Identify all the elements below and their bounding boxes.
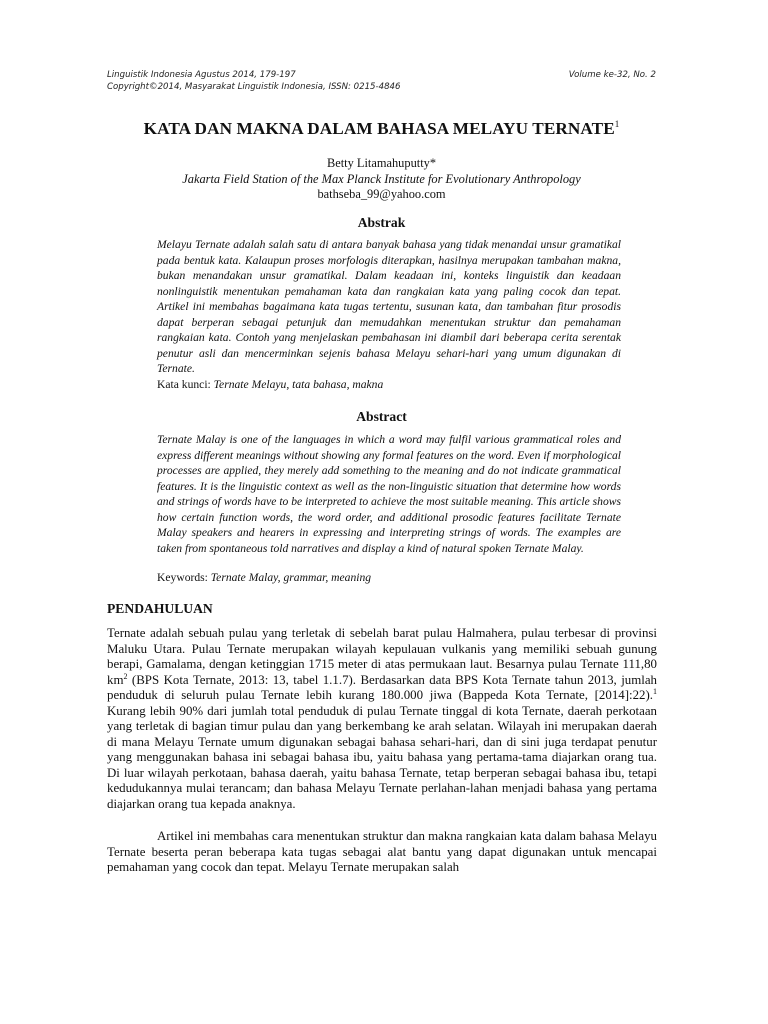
abstract-keywords-label: Keywords: [157,571,208,584]
author-email: bathseba_99@yahoo.com [317,187,446,201]
abstrak-heading: Abstrak [357,215,406,230]
para1-part-a: Ternate adalah sebuah pulau yang terletak di sebelah barat pulau Halmahera, pulau terbesar di provinsi Maluku Utara. Pulau Ternate merupakan wilayah kepulauan vulkanis yang memiliki sebuah gunung berapi, Gamalama, dengan ketinggian 1715 meter di atas permukaan laut. Besarnya pulau Ternate 111,80 km [107,626,657,687]
section-heading: PENDAHULUAN [107,601,213,616]
abstract-keywords [157,570,621,585]
author-name: Betty Litamahuputty* [326,156,437,170]
body-paragraph-2: Artikel ini membahas cara menentukan struktur dan makna rangkaian kata dalam bahasa Melayu Ternate beserta peran beberapa kata tugas sebagai alat bantu yang dapat digunakan untuk mencapai pemahaman yang cocok dan tepat. Melayu Ternate merupakan salah [107,829,657,874]
abstrak-keywords-label: Kata kunci: [157,378,211,391]
running-header [107,69,656,81]
paper-title [107,119,656,139]
body-paragraph-1 [107,626,657,812]
journal-citation: Linguistik Indonesia Agustus 2014, 179-197 [107,70,296,80]
title-footnote-mark: 1 [614,119,620,129]
para1-part-b: (BPS Kota Ternate, 2013: 13, tabel 1.1.7). Berdasarkan data BPS Kota Ternate tahun 2013, jumlah penduduk di seluruh pulau Ternate lebih kurang 180.000 jiwa (Bappeda Kota Ternate, [2014]:22). [107,672,657,702]
abstrak-text: Melayu Ternate adalah salah satu di antara banyak bahasa yang tidak menandai unsur gramatikal pada bentuk kata. Kalaupun proses morfologis diterapkan, hasilnya merupakan tambahan makna, bukan menandakan unsur gramatikal. Dalam keadaan ini, konteks linguistik dan keadaan nonlinguistik menentukan pemahaman kata dan rangkaian kata yang paling cocok dan tepat. Artikel ini membahas bagaimana kata tugas tertentu, susunan kata, dan tambahan fitur prosodis dapat berperan sebagai petunjuk dan memudahkan menentukan struktur dan pemahaman rangkaian kata. Contoh yang menjelaskan pembahasan ini diambil dari beberapa cerita serentak penutur asli dan mencerminkan sejenis bahasa Melayu sehari-hari yang umum digunakan di Ternate. [157,238,621,375]
superscript-squared: 2 [123,671,128,681]
copyright-line: Copyright©2014, Masyarakat Linguistik Indonesia, ISSN: 0215-4846 [107,82,401,92]
abstract-text: Ternate Malay is one of the languages in which a word may fulfil various grammatical roles and express different meanings without showing any formal features on the word. Even if morphological processes are applied, they merely add something to the meaning and do not indicate grammatical features. It is the linguistic context as well as the non-linguistic situation that determine how words and strings of words have to be interpreted to achieve the most suitable meaning. This article shows how certain function words, the word order, and additional prosodic features facilitate Ternate Malay speakers and hearers in expressing and interpreting strings of words. The examples are taken from spontaneous told narratives and display a kind of natural spoken Ternate Malay. [157,433,621,555]
para1-part-c: Kurang lebih 90% dari jumlah total penduduk di pulau Ternate tinggal di kota Ternate, daerah perkotaan yang terletak di bagian timur pulau dan yang berkembang ke arah selatan. Wilayah ini merupakan daerah di mana Melayu Ternate umum digunakan sebagai bahasa sehari-hari, dan di sini juga terdapat penutur yang menggunakan bahasa ini sebagai bahasa ibu, yaitu bahasa yang pertama-tama diajarkan orang tua. Di luar wilayah perkotaan, bahasa daerah, yaitu bahasa Ternate, tetap berperan sebagai bahasa ibu, tetapi kedudukannya mulai terancam; dan bahasa Melayu Ternate perlahan-lahan menjadi bahasa yang pertama diajarkan orang tua kepada anaknya. [107,703,657,811]
abstrak-keywords-value: Ternate Melayu, tata bahasa, makna [213,378,384,391]
author-affiliation: Jakarta Field Station of the Max Planck Institute for Evolutionary Anthropology [182,172,581,186]
journal-volume: Volume ke-32, No. 2 [568,70,656,80]
abstract-heading: Abstract [356,409,407,424]
abstrak-keywords [157,377,621,392]
paper-title-text: KATA DAN MAKNA DALAM BAHASA MELAYU TERNATE [143,119,615,138]
footnote-ref-1: 1 [653,687,657,696]
abstract-keywords-value: Ternate Malay, grammar, meaning [210,571,372,584]
